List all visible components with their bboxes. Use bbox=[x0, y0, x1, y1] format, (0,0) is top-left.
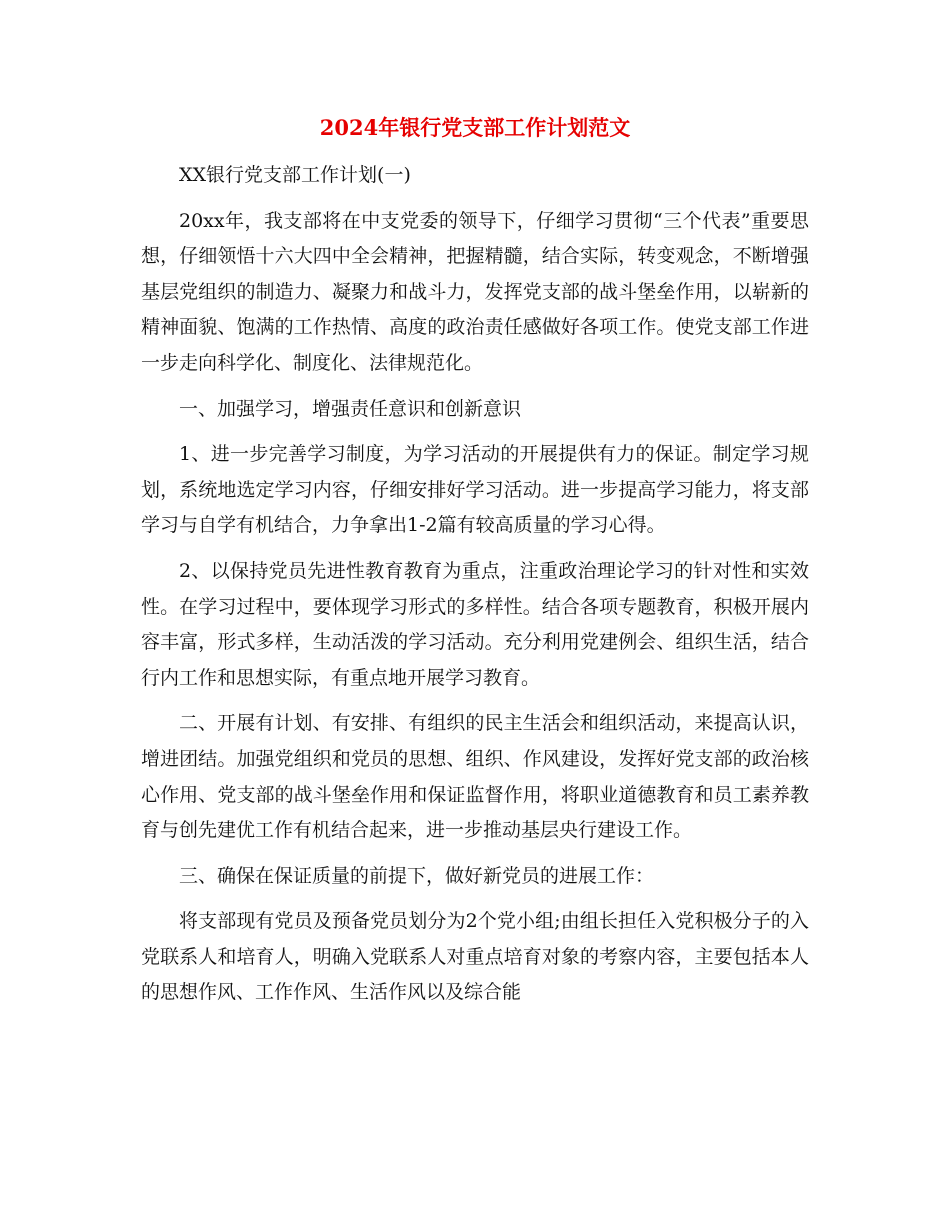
body-paragraph: 1、进一步完善学习制度，为学习活动的开展提供有力的保证。制定学习规划，系统地选定学习内容，仔细安排好学习活动。进一步提高学习能力，将支部学习与自学有机结合，力争拿出1-2篇有较高质量的学习心得。 bbox=[141, 443, 809, 537]
body-paragraph: 二、开展有计划、有安排、有组织的民主生活会和组织活动，来提高认识，增进团结。加强党组织和党员的思想、组织、作风建设，发挥好党支部的政治核心作用、党支部的战斗堡垒作用和保证监督作用，将职业道德教育和员工素养教育与创先建优工作有机结合起来，进一步推动基层央行建设工作。 bbox=[141, 712, 809, 842]
section-heading: 三、确保在保证质量的前提下，做好新党员的进展工作： bbox=[179, 864, 655, 887]
body-paragraph: 20xx年，我支部将在中支党委的领导下，仔细学习贯彻“三个代表”重要思想，仔细领悟十六大四中全会精神，把握精髓，结合实际，转变观念，不断增强基层党组织的制造力、凝聚力和战斗力，发挥党支部的战斗堡垒作用，以崭新的精神面貌、饱满的工作热情、高度的政治责任感做好各项工作。使党支部工作进一步走向科学化、制度化、法律规范化。 bbox=[141, 209, 809, 374]
body-paragraph: 2、以保持党员先进性教育教育为重点，注重政治理论学习的针对性和实效性。在学习过程中，要体现学习形式的多样性。结合各项专题教育，积极开展内容丰富，形式多样，生动活泼的学习活动。充分利用党建例会、组织生活，结合行内工作和思想实际，有重点地开展学习教育。 bbox=[141, 559, 809, 689]
document-title: 2024年银行党支部工作计划范文 bbox=[319, 115, 631, 140]
body-paragraph: 将支部现有党员及预备党员划分为2个党小组;由组长担任入党积极分子的入党联系人和培育人，明确入党联系人对重点培育对象的考察内容，主要包括本人的思想作风、工作作风、生活作风以及综合能 bbox=[141, 910, 809, 1004]
section-heading: 一、加强学习，增强责任意识和创新意识 bbox=[179, 397, 522, 420]
section-heading: XX银行党支部工作计划(一) bbox=[179, 164, 411, 186]
document-body bbox=[141, 158, 809, 1021]
